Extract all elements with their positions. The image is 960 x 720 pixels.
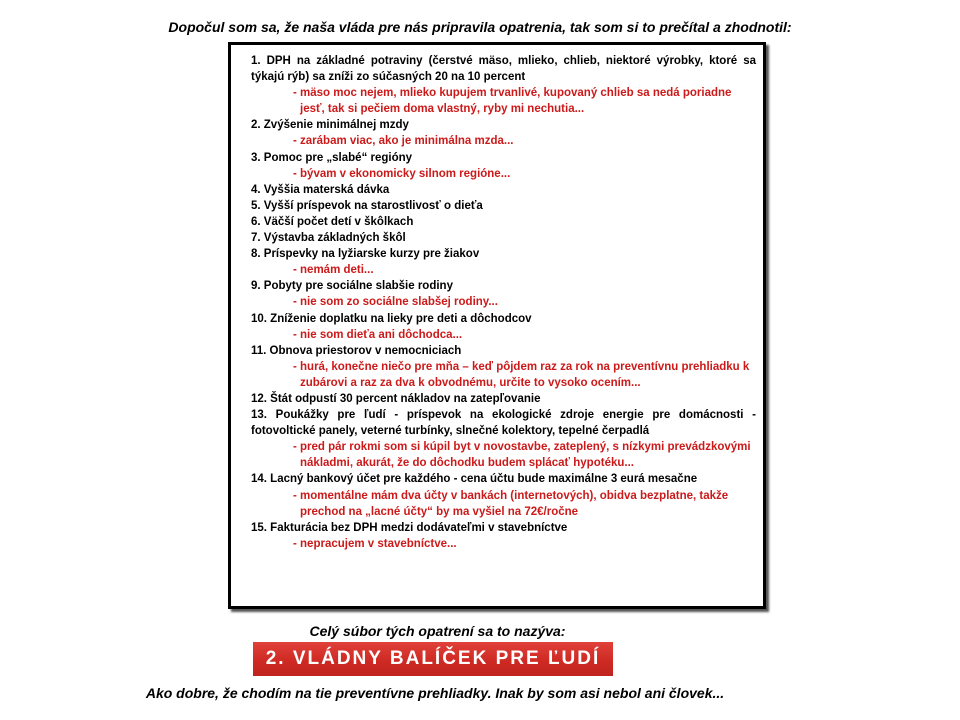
measure-comment: - zarábam viac, ako je minimálna mzda... <box>293 135 514 148</box>
measure-text: 12. Štát odpustí 30 percent nákladov na zatepľovanie <box>251 392 541 405</box>
list-item <box>251 407 756 471</box>
measures-list <box>251 53 756 552</box>
measure-text: 6. Väčší počet detí v škôlkach <box>251 215 414 228</box>
list-item <box>251 117 756 149</box>
footer-text: Ako dobre, že chodím na tie preventívne prehliadky. Inak by som asi nebol ani človek... <box>145 685 725 701</box>
list-item <box>251 471 756 519</box>
measure-text: 15. Fakturácia bez DPH medzi dodávateľmi v stavebníctve <box>251 521 568 534</box>
measure-comment: - nie som zo sociálne slabšej rodiny... <box>293 296 498 309</box>
list-item <box>251 278 756 310</box>
measure-text: 14. Lacný bankový účet pre každého - cena účtu bude maximálne 3 eurá mesačne <box>251 473 698 486</box>
measure-text: 13. Poukážky pre ľudí - príspevok na ekologické zdroje energie pre domácnosti - fotovoltické panely, veterné turbínky, slnečné kolektory, tepelné čerpadlá <box>251 409 756 438</box>
list-item <box>251 182 756 198</box>
measure-comment: - pred pár rokmi som si kúpil byt v novostavbe, zateplený, s nízkymi prevádzkovými nákladmi, akurát, že do dôchodku budem splácať hypotéku... <box>293 441 751 470</box>
list-item <box>251 150 756 182</box>
measure-comment: - hurá, konečne niečo pre mňa – keď pôjdem raz za rok na preventívnu prehliadku k zubárovi a raz za dva k obvodnému, určite to vysoko ocením... <box>293 360 750 389</box>
list-item <box>251 391 756 407</box>
package-banner: 2. VLÁDNY BALÍČEK PRE ĽUDÍ <box>253 642 613 676</box>
measure-text: 9. Pobyty pre sociálne slabšie rodiny <box>251 280 453 293</box>
measure-text: 1. DPH na základné potraviny (čerstvé mäso, mlieko, chlieb, niektoré výrobky, ktoré sa týkajú rýb) sa zníži zo súčasných 20 na 10 percent <box>251 55 756 84</box>
measure-text: 8. Príspevky na lyžiarske kurzy pre žiakov <box>251 248 480 261</box>
measure-text: 11. Obnova priestorov v nemocniciach <box>251 344 462 357</box>
measure-text: 3. Pomoc pre „slabé“ regióny <box>251 151 413 164</box>
measure-text: 4. Vyššia materská dávka <box>251 183 390 196</box>
list-item <box>251 198 756 214</box>
measure-comment: - momentálne mám dva účty v bankách (internetových), obidva bezplatne, takže prechod na „lacné účty“ by ma vyšiel na 72€/ročne <box>293 489 729 518</box>
list-item <box>251 343 756 391</box>
measures-box <box>228 42 766 609</box>
list-item <box>251 214 756 230</box>
measure-comment: - nepracujem v stavebníctve... <box>293 537 457 550</box>
list-item <box>251 311 756 343</box>
list-item <box>251 520 756 552</box>
measure-text: 5. Vyšší príspevok na starostlivosť o dieťa <box>251 199 483 212</box>
list-item <box>251 246 756 278</box>
heading-text: Dopočul som sa, že naša vláda pre nás pripravila opatrenia, tak som si to prečítal a zhodnotil: <box>168 19 792 35</box>
measure-text: 10. Zníženie doplatku na lieky pre deti a dôchodcov <box>251 312 532 325</box>
measure-comment: - nemám deti... <box>293 264 374 277</box>
measure-comment: - mäso moc nejem, mlieko kupujem trvanlivé, kupovaný chlieb sa nedá poriadne jesť, tak si pečiem doma vlastný, ryby mi nechutia... <box>293 87 732 116</box>
measure-comment: - bývam v ekonomicky silnom regióne... <box>293 167 511 180</box>
list-item <box>251 53 756 117</box>
measure-text: 7. Výstavba základných škôl <box>251 232 406 245</box>
list-item <box>251 230 756 246</box>
measure-text: 2. Zvýšenie minimálnej mzdy <box>251 119 409 132</box>
middle-caption: Celý súbor tých opatrení sa to nazýva: <box>309 623 566 639</box>
measure-comment: - nie som dieťa ani dôchodca... <box>293 328 463 341</box>
